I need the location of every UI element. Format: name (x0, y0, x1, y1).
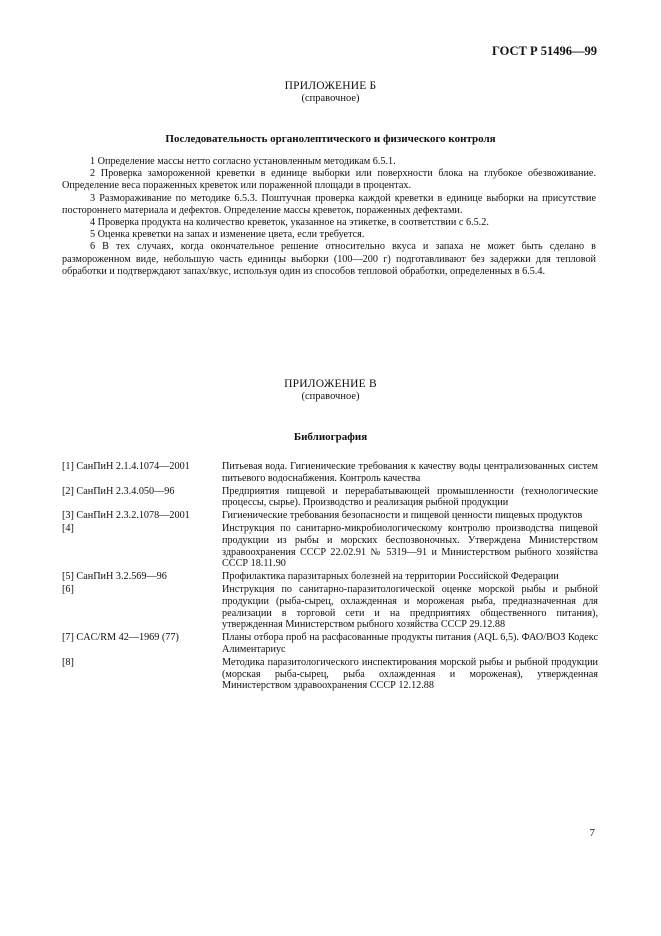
bibliography-entry (62, 486, 598, 510)
bibliography-ref: [6] (62, 583, 74, 595)
bibliography-entry (62, 584, 598, 631)
bibliography-text: Инструкция по санитарно-микробиологическому контролю производства пищевой продукции из рыбы и морских беспозвоночных. Утверждена Министерством здравоохранения СССР 22.02.91 № 5319—91 и Министерством рыбного хозяйства СССР 18.11.90 (222, 522, 598, 570)
procedure-step: 2 Проверка замороженной креветки в единице выборки или поверхности блока на глубокое обезвоживание. Определение веса пораженных креветок или пораженной площади в процентах. (62, 168, 596, 192)
bibliography-entry (62, 657, 598, 692)
bibliography-text: Гигиенические требования безопасности и пищевой ценности пищевых продуктов (222, 510, 583, 522)
bibliography-ref: [5] СанПиН 3.2.569—96 (62, 571, 167, 583)
bibliography-entry (62, 461, 598, 485)
bibliography-text: Планы отбора проб на расфасованные продукты питания (AQL 6,5). ФАО/ВОЗ Кодекс Алиментариус (222, 632, 598, 655)
bibliography-ref: [3] СанПиН 2.3.2.1078—2001 (62, 510, 190, 522)
page-number: 7 (589, 827, 595, 839)
bibliography-text: Предприятия пищевой и перерабатывающей промышленности (технологические процессы, сырье). Производство и реализация рыбной продукции (222, 485, 598, 509)
bibliography-entry (62, 632, 598, 656)
appendix-b-heading: Последовательность органолептического и физического контроля (165, 133, 496, 145)
appendix-v-title: ПРИЛОЖЕНИЕ В (284, 378, 377, 390)
appendix-b-note: (справочное) (301, 93, 360, 104)
bibliography-ref: [1] СанПиН 2.1.4.1074—2001 (62, 461, 190, 472)
bibliography-entry (62, 523, 598, 570)
bibliography-ref: [4] (62, 522, 74, 534)
bibliography-text: Профилактика паразитарных болезней на территории Российской Федерации (222, 571, 559, 583)
procedure-step: 6 В тех случаях, когда окончательное решение относительно вкуса и запаха не может быть сделано в размороженном виде, небольшую часть единицы выборки (100—200 г) подготавливают без задержки для тепловой обработки и подтверждают запах/вкус, используя один из способов тепловой обработки, определенных в 6.5.4. (62, 241, 596, 277)
bibliography-list (62, 461, 598, 693)
procedure-step: 4 Проверка продукта на количество креветок, указанное на этикетке, в соответствии с 6.5.2. (90, 217, 489, 229)
bibliography-ref: [2] СанПиН 2.3.4.050—96 (62, 485, 175, 497)
bibliography-text: Методика паразитологического инспектирования морской рыбы и рыбной продукции (морская рыба-сырец, рыба охлажденная и мороженая), утвержденная Министерством здравоохранения СССР 12.12.88 (222, 656, 598, 692)
standard-number-header: ГОСТ Р 51496—99 (491, 44, 597, 58)
appendix-b-title: ПРИЛОЖЕНИЕ Б (284, 80, 377, 92)
bibliography-ref: [8] (62, 656, 74, 668)
bibliography-ref: [7] CAC/RM 42—1969 (77) (62, 632, 179, 644)
procedure-step: 5 Оценка креветки на запах и изменение цвета, если требуется. (90, 229, 365, 241)
bibliography-entry (62, 510, 598, 522)
appendix-v-note: (справочное) (301, 391, 360, 402)
procedure-steps (62, 156, 596, 278)
procedure-step: 1 Определение массы нетто согласно установленным методикам 6.5.1. (90, 156, 396, 167)
bibliography-text: Питьевая вода. Гигиенические требования к качеству воды централизованных систем питьевого водоснабжения. Контроль качества (222, 461, 598, 484)
bibliography-heading: Библиография (293, 431, 368, 443)
procedure-step: 3 Размораживание по методике 6.5.3. Поштучная проверка каждой креветки в единице выборки на присутствие постороннего материала и дефектов. Определение массы креветок, пораженных дефектами. (62, 192, 596, 216)
bibliography-entry (62, 571, 598, 583)
bibliography-text: Инструкция по санитарно-паразитологической оценке морской рыбы и рыбной продукции (рыба-сырец, охлажденная и мороженая рыба, предназначенная для реализации в торговой сети и на предприятиях общественного питания), утвержденная Министерством рыбного хозяйства СССР 29.12.88 (222, 583, 598, 631)
